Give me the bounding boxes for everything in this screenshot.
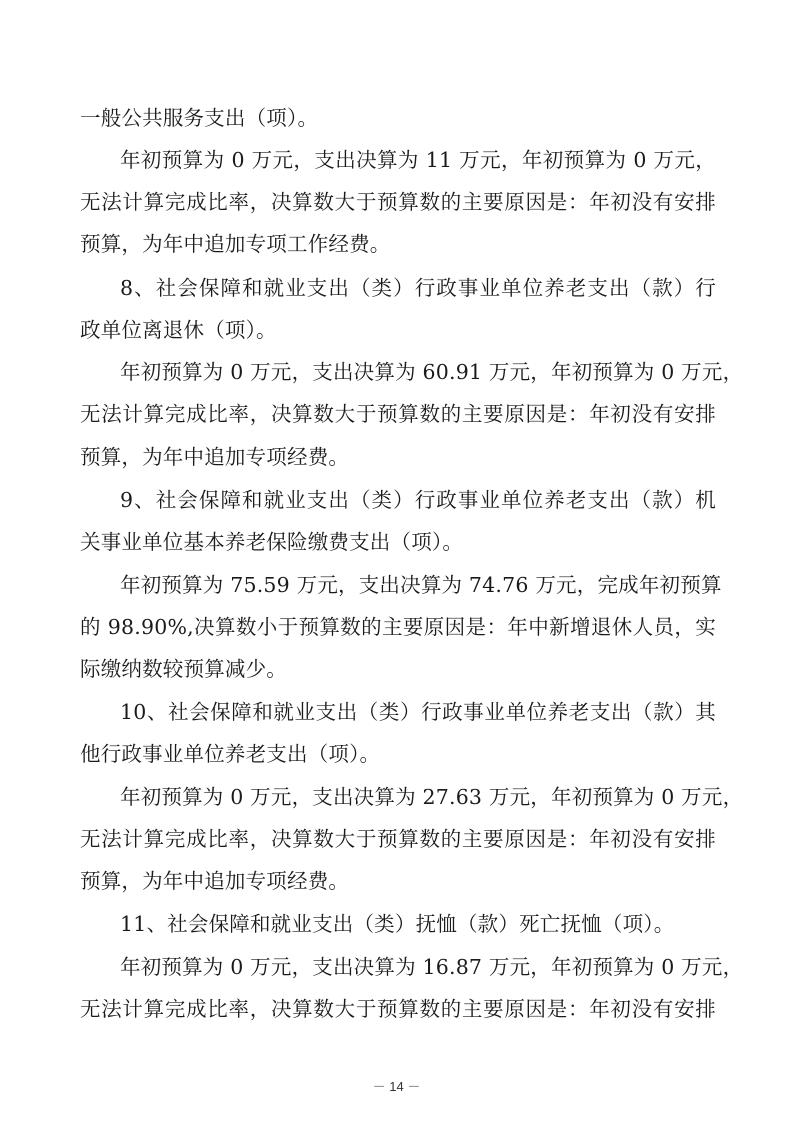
page-number: － 14 － <box>372 1079 421 1094</box>
text-line: 年初预算为 0 万元，支出决算为 16.87 万元，年初预算为 0 万元， <box>120 955 744 979</box>
text-line: 无法计算完成比率，决算数大于预算数的主要原因是：年初没有安排 <box>80 402 716 426</box>
section-heading-8: 8、社会保障和就业支出（类）行政事业单位养老支出（款）行 <box>120 276 716 300</box>
section-heading-9-cont: 关事业单位基本养老保险缴费支出（项）。 <box>80 530 464 554</box>
text-line: 年初预算为 0 万元，支出决算为 60.91 万元，年初预算为 0 万元， <box>120 360 744 384</box>
section-heading-9: 9、社会保障和就业支出（类）行政事业单位养老支出（款）机 <box>120 488 716 512</box>
section-heading-11: 11、社会保障和就业支出（类）抚恤（款）死亡抚恤（项）。 <box>120 912 675 936</box>
text-line: 预算，为年中追加专项经费。 <box>80 445 350 469</box>
text-line: 预算，为年中追加专项工作经费。 <box>80 232 391 256</box>
text-line: 一般公共服务支出（项）。 <box>80 106 319 130</box>
section-heading-10: 10、社会保障和就业支出（类）行政事业单位养老支出（款）其 <box>120 700 716 724</box>
text-line: 年初预算为 75.59 万元，支出决算为 74.76 万元，完成年初预算 <box>120 573 722 597</box>
section-heading-8-cont: 政单位离退休（项）。 <box>80 318 277 342</box>
text-line: 的 98.90%,决算数小于预算数的主要原因是：年中新增退休人员，实 <box>80 615 716 639</box>
text-line: 预算，为年中追加专项经费。 <box>80 869 350 893</box>
text-line: 无法计算完成比率，决算数大于预算数的主要原因是：年初没有安排 <box>80 190 716 214</box>
text-line: 无法计算完成比率，决算数大于预算数的主要原因是：年初没有安排 <box>80 997 716 1021</box>
text-line: 年初预算为 0 万元，支出决算为 27.63 万元，年初预算为 0 万元， <box>120 785 744 809</box>
text-line: 无法计算完成比率，决算数大于预算数的主要原因是：年初没有安排 <box>80 827 716 851</box>
text-line: 年初预算为 0 万元，支出决算为 11 万元，年初预算为 0 万元， <box>120 148 716 172</box>
section-heading-10-cont: 他行政事业单位养老支出（项）。 <box>80 742 381 766</box>
text-line: 际缴纳数较预算减少。 <box>80 657 287 681</box>
